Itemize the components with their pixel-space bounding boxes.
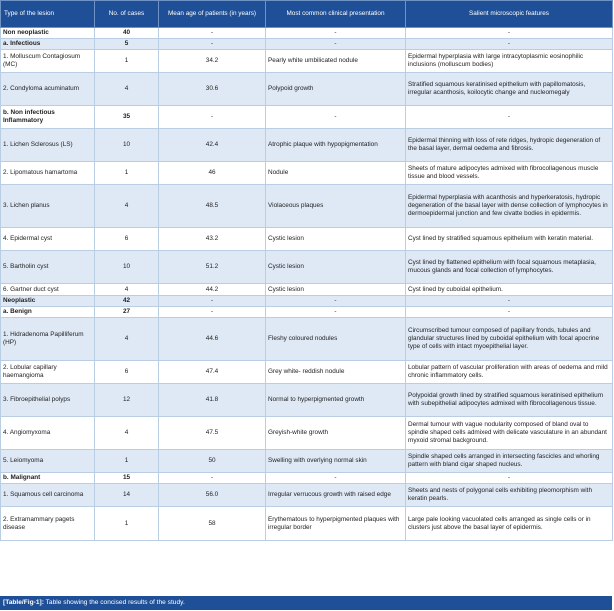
header-type-of-lesion: Type of the lesion [1,1,95,28]
header-mean-age: Mean age of patients (in years) [159,1,266,28]
table-row [1,251,613,284]
cell-case-count: 14 [95,484,159,507]
cell-lesion-type: 2. Extramammary pagets disease [1,507,95,541]
cell-mean-age: 43.2 [159,228,266,251]
cell-case-count: 5 [95,39,159,50]
cell-case-count: 1 [95,507,159,541]
cell-lesion-type: 1. Molluscum Contagiosum (MC) [1,50,95,73]
cell-clinical-presentation: Pearly white umbilicated nodule [266,50,406,73]
cell-clinical-presentation: Grey white- reddish nodule [266,361,406,384]
cell-case-count: 6 [95,361,159,384]
cell-case-count: 6 [95,228,159,251]
cell-microscopic-features: Stratified squamous keratinised epithelium with papillomatosis, irregular acanthosis, koilocytic change and nucleomegaly [406,73,613,106]
cell-mean-age: 30.6 [159,73,266,106]
cell-lesion-type: 5. Bartholin cyst [1,251,95,284]
table-row [1,73,613,106]
cell-mean-age: 50 [159,450,266,473]
cell-mean-age: 41.8 [159,384,266,417]
cell-microscopic-features: - [406,39,613,50]
caption-text: Table showing the concised results of the study. [45,599,185,606]
table-body [1,28,613,541]
cell-mean-age: - [159,39,266,50]
cell-mean-age: - [159,28,266,39]
cell-clinical-presentation: Swelling with overlying normal skin [266,450,406,473]
table-row [1,296,613,307]
cell-case-count: 1 [95,50,159,73]
table-row [1,129,613,162]
cell-mean-age: 44.2 [159,284,266,296]
cell-microscopic-features: Cyst lined by stratified squamous epithelium with keratin material. [406,228,613,251]
table-row [1,473,613,484]
cell-case-count: 40 [95,28,159,39]
cell-case-count: 4 [95,318,159,361]
header-no-of-cases: No. of cases [95,1,159,28]
cell-lesion-type: 1. Hidradenoma Papilliferum (HP) [1,318,95,361]
cell-case-count: 4 [95,73,159,106]
table-header-row [1,1,613,28]
table-row [1,50,613,73]
table-row [1,106,613,129]
cell-mean-age: 47.5 [159,417,266,450]
table-row [1,450,613,473]
header-clinical-presentation: Most common clinical presentation [266,1,406,28]
cell-case-count: 10 [95,251,159,284]
cell-lesion-type: 5. Leiomyoma [1,450,95,473]
cell-clinical-presentation: Erythematous to hyperpigmented plaques with irregular border [266,507,406,541]
cell-clinical-presentation: Fleshy coloured nodules [266,318,406,361]
cell-microscopic-features: - [406,296,613,307]
cell-lesion-type: 2. Condyloma acuminatum [1,73,95,106]
cell-mean-age: 44.6 [159,318,266,361]
table-row [1,284,613,296]
cell-microscopic-features: - [406,473,613,484]
cell-clinical-presentation: - [266,39,406,50]
cell-lesion-type: 4. Epidermal cyst [1,228,95,251]
cell-microscopic-features: Polypoidal growth lined by stratified squamous keratinised epithelium with subepithelial adipocytes admixed with fibrocollagenous tissue. [406,384,613,417]
table-row [1,484,613,507]
cell-mean-age: 56.0 [159,484,266,507]
cell-microscopic-features: - [406,307,613,318]
table-row [1,318,613,361]
cell-microscopic-features: - [406,28,613,39]
cell-mean-age: 42.4 [159,129,266,162]
table-row [1,384,613,417]
cell-microscopic-features: Cyst lined by cuboidal epithelium. [406,284,613,296]
cell-lesion-type: 4. Angiomyxoma [1,417,95,450]
caption-label: [Table/Fig-1]: [3,599,44,606]
table-row [1,162,613,185]
cell-microscopic-features: Dermal tumour with vague nodularity composed of bland oval to spindle shaped cells admixed with delicate vasculature in an abundant myxoid stromal background. [406,417,613,450]
table-row [1,185,613,228]
cell-lesion-type: b. Malignant [1,473,95,484]
cell-clinical-presentation: Cystic lesion [266,228,406,251]
table-row [1,507,613,541]
table-row [1,28,613,39]
cell-mean-age: - [159,307,266,318]
table-row [1,39,613,50]
cell-lesion-type: 2. Lipomatous hamartoma [1,162,95,185]
cell-microscopic-features: Epidermal hyperplasia with acanthosis and hyperkeratosis, hydropic degeneration of the basal layer with dense collection of lymphocytes in dermoepidermal junction and few civatte bodies in epidermis. [406,185,613,228]
cell-mean-age: - [159,296,266,307]
cell-lesion-type: Neoplastic [1,296,95,307]
cell-mean-age: 48.5 [159,185,266,228]
cell-case-count: 4 [95,417,159,450]
cell-case-count: 10 [95,129,159,162]
cell-case-count: 42 [95,296,159,307]
cell-mean-age: 58 [159,507,266,541]
cell-case-count: 1 [95,450,159,473]
cell-case-count: 4 [95,185,159,228]
cell-lesion-type: 1. Lichen Sclerosus (LS) [1,129,95,162]
cell-clinical-presentation: Nodule [266,162,406,185]
cell-clinical-presentation: - [266,28,406,39]
cell-mean-age: 51.2 [159,251,266,284]
cell-clinical-presentation: Cystic lesion [266,284,406,296]
cell-clinical-presentation: Greyish-white growth [266,417,406,450]
cell-microscopic-features: Sheets of mature adipocytes admixed with fibrocollagenous muscle tissue and blood vessels. [406,162,613,185]
cell-clinical-presentation: - [266,473,406,484]
header-microscopic-features: Salient microscopic features [406,1,613,28]
cell-lesion-type: 2. Lobular capillary haemangioma [1,361,95,384]
cell-lesion-type: 1. Squamous cell carcinoma [1,484,95,507]
cell-case-count: 1 [95,162,159,185]
cell-microscopic-features: Spindle shaped cells arranged in intersecting fascicles and whorling pattern with bland cigar shaped nucleus. [406,450,613,473]
cell-case-count: 12 [95,384,159,417]
cell-clinical-presentation: Irregular verrucous growth with raised edge [266,484,406,507]
cell-mean-age: 47.4 [159,361,266,384]
table-row [1,417,613,450]
cell-clinical-presentation: - [266,307,406,318]
cell-mean-age: 34.2 [159,50,266,73]
cell-mean-age: 46 [159,162,266,185]
cell-microscopic-features: Lobular pattern of vascular proliferation with areas of oedema and mild chronic inflammatory cells. [406,361,613,384]
cell-lesion-type: 3. Fibroepithelial polyps [1,384,95,417]
cell-lesion-type: 3. Lichen planus [1,185,95,228]
cell-case-count: 27 [95,307,159,318]
cell-case-count: 4 [95,284,159,296]
table-row [1,361,613,384]
cell-lesion-type: Non neoplastic [1,28,95,39]
cell-mean-age: - [159,106,266,129]
cell-clinical-presentation: Cystic lesion [266,251,406,284]
cell-mean-age: - [159,473,266,484]
cell-microscopic-features: Circumscribed tumour composed of papillary fronds, tubules and glandular structures lined by cuboidal epithelium with focal apocrine type of cells with intact myoepithelial layer. [406,318,613,361]
table-row [1,228,613,251]
cell-clinical-presentation: Polypoid growth [266,73,406,106]
table-row [1,307,613,318]
cell-clinical-presentation: Atrophic plaque with hypopigmentation [266,129,406,162]
cell-microscopic-features: - [406,106,613,129]
cell-microscopic-features: Cyst lined by flattened epithelium with focal squamous metaplasia, mucous glands and focal collection of lymphocytes. [406,251,613,284]
cell-lesion-type: a. Benign [1,307,95,318]
cell-lesion-type: b. Non infectious Inflammatory [1,106,95,129]
cell-case-count: 35 [95,106,159,129]
cell-microscopic-features: Large pale looking vacuolated cells arranged as single cells or in clusters just above the basal layer of epidermis. [406,507,613,541]
cell-microscopic-features: Epidermal hyperplasia with large intracytoplasmic eosinophilic inclusions (molluscum bodies) [406,50,613,73]
cell-lesion-type: a. Infectious [1,39,95,50]
cell-clinical-presentation: - [266,296,406,307]
cell-case-count: 15 [95,473,159,484]
cell-lesion-type: 6. Gartner duct cyst [1,284,95,296]
cell-microscopic-features: Sheets and nests of polygonal cells exhibiting pleomorphism with keratin pearls. [406,484,613,507]
cell-clinical-presentation: Normal to hyperpigmented growth [266,384,406,417]
cell-clinical-presentation: - [266,106,406,129]
cell-clinical-presentation: Violaceous plaques [266,185,406,228]
cell-microscopic-features: Epidermal thinning with loss of rete ridges, hydropic degeneration of the basal layer, dermal oedema and fibrosis. [406,129,613,162]
table-caption [0,596,612,610]
